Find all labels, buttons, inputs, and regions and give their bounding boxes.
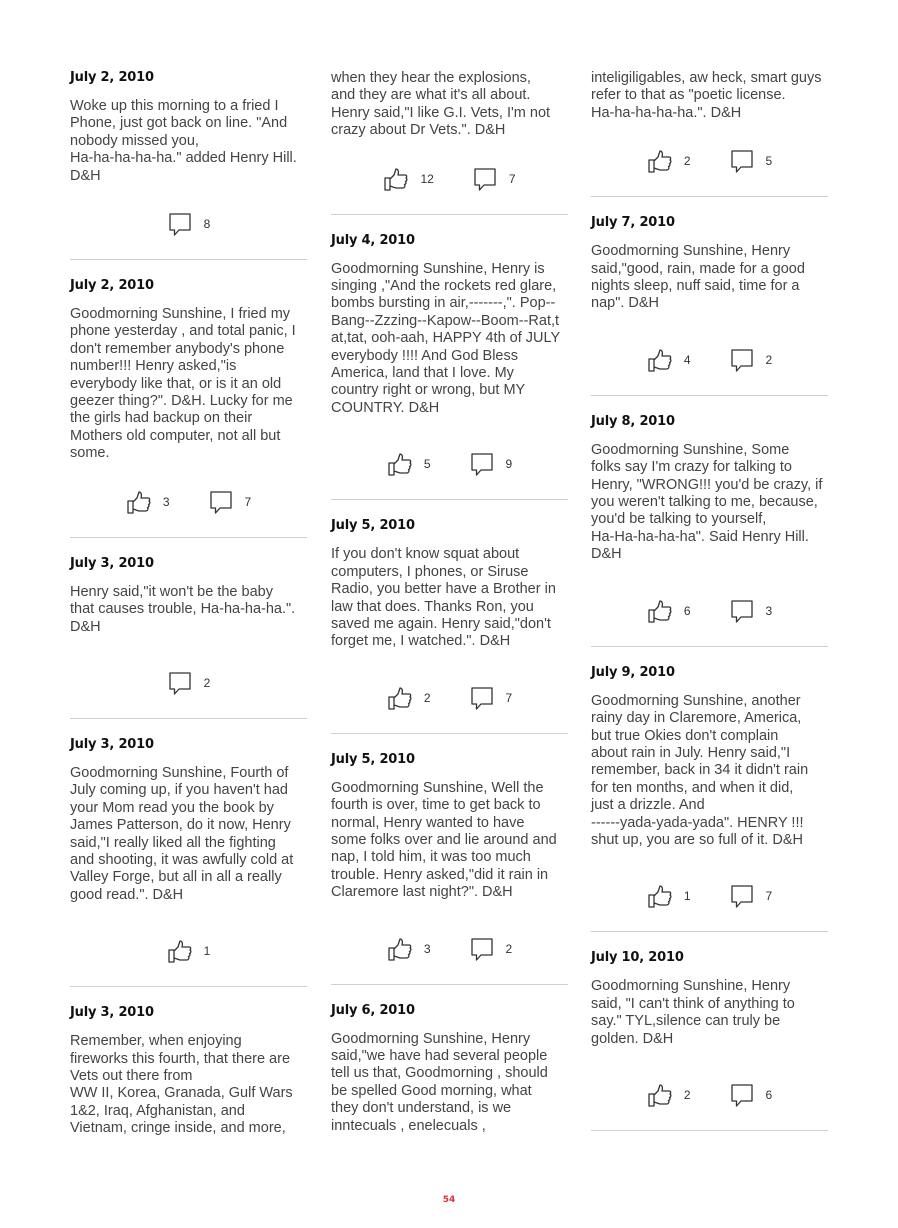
like-count-value: 6 [683, 603, 691, 618]
comment-bubble-icon [167, 670, 193, 696]
post-stats [70, 185, 307, 259]
thumbs-up-icon [647, 1082, 673, 1108]
comment-count[interactable] [167, 211, 211, 237]
column-2 [331, 70, 568, 1135]
post-stats [591, 849, 828, 931]
comment-count-value: 2 [765, 352, 773, 367]
thumbs-up-icon [647, 148, 673, 174]
thumbs-up-icon [387, 936, 413, 962]
post-date: July 3, 2010 [70, 555, 154, 571]
post-date: July 4, 2010 [331, 232, 415, 248]
comment-count-value: 8 [203, 217, 211, 232]
like-count-value: 1 [203, 944, 211, 959]
comment-count-value: 7 [508, 171, 516, 186]
post [331, 985, 568, 1135]
thumbs-up-icon [647, 598, 673, 624]
thumbs-up-icon [387, 685, 413, 711]
like-count[interactable] [387, 451, 431, 477]
post-text: Henry said,"it won't be the baby that causes trouble, Ha-ha-ha-ha.". D&H [70, 583, 296, 635]
like-count-value: 2 [683, 154, 691, 169]
page-number: 54 [442, 1195, 456, 1205]
post-text: Goodmorning Sunshine, Well the fourth is over, time to get back to normal, Henry wanted to have some folks over and lie around and nap, I told him, it was too much trouble. Henry asked,"did it rain in Claremore last night?". D&H [331, 779, 557, 901]
post-stats [591, 1048, 828, 1130]
post-date: July 2, 2010 [70, 278, 154, 294]
comment-count[interactable] [729, 148, 773, 174]
comment-count[interactable] [472, 166, 516, 192]
comment-bubble-icon [469, 685, 495, 711]
post-date: July 9, 2010 [591, 664, 675, 680]
post-date: July 3, 2010 [70, 1005, 154, 1021]
thumbs-up-icon [167, 938, 193, 964]
post-stats [70, 463, 307, 537]
post [331, 734, 568, 985]
post-text: Goodmorning Sunshine, Henry said, "I can't think of anything to say." TYL,silence can truly be golden. D&H [591, 978, 795, 1047]
comment-bubble-icon [729, 148, 755, 174]
post [70, 538, 307, 719]
post-text: Goodmorning Sunshine, Fourth of July coming up, if you haven't had your Mom read you the book by James Patterson, do it now, Henry said,"I really liked all the fighting and shooting, it was awfully cold at Valley Forge, but all in all a really good read.". D&H [70, 764, 294, 903]
comment-count[interactable] [208, 489, 252, 515]
post [70, 987, 307, 1137]
post-date: July 6, 2010 [331, 1002, 415, 1018]
post-text: Goodmorning Sunshine, Henry said,"good, rain, made for a good nights sleep, nuff said, time for a nap". D&H [591, 243, 805, 312]
post-stats [331, 651, 568, 733]
thumbs-up-icon [647, 883, 673, 909]
like-count-value: 2 [423, 690, 431, 705]
like-count[interactable] [647, 347, 691, 373]
post-text: Goodmorning Sunshine, Henry is singing ,"And the rockets red glare, bombs bursting in air,-------,". Pop-- Bang--Zzzing--Kapow--Boom--Rat,t at,tat, ooh-aah, HAPPY 4th of JULY everybody !!!! And God Bless America, land that I love. My country right or wrong, but MY COUNTRY. D&H [331, 260, 561, 416]
comment-bubble-icon [469, 936, 495, 962]
comment-count[interactable] [729, 598, 773, 624]
post-text: when they hear the explosions, and they are what it's all about. Henry said,"I like G.I. Vets, I'm not crazy about Dr Vets.". D&H [331, 70, 551, 139]
comment-count-value: 9 [505, 457, 513, 472]
comment-bubble-icon [729, 598, 755, 624]
comment-count[interactable] [729, 347, 773, 373]
comment-count[interactable] [167, 670, 211, 696]
like-count-value: 5 [423, 457, 431, 472]
post-text: Goodmorning Sunshine, I fried my phone yesterday , and total panic, I don't remember anybody's phone number!!! Henry asked,"is everybody like that, or is it an old geezer thing?". D&H. Lucky for me the girls had backup on their Mothers old computer, not all but some. [70, 306, 296, 462]
like-count-value: 2 [683, 1087, 691, 1102]
thumbs-up-icon [383, 166, 409, 192]
comment-count-value: 3 [765, 603, 773, 618]
comment-count[interactable] [729, 1082, 773, 1108]
like-count-value: 3 [162, 494, 170, 509]
comment-bubble-icon [469, 451, 495, 477]
post-stats [70, 636, 307, 718]
comment-bubble-icon [167, 211, 193, 237]
post-text: Woke up this morning to a fried I Phone, just got back on line. "And nobody missed you, Ha-ha-ha-ha-ha." added Henry Hill. D&H [70, 98, 297, 184]
post [331, 70, 568, 215]
like-count[interactable] [647, 1082, 691, 1108]
like-count[interactable] [387, 685, 431, 711]
comment-bubble-icon [208, 489, 234, 515]
post [70, 70, 307, 260]
post-stats [331, 902, 568, 984]
post [591, 932, 828, 1131]
post-text: Goodmorning Sunshine, another rainy day in Claremore, America, but true Okies don't complain about rain in July. Henry said,"I remember, back in 34 it didn't rain for ten months, and when it did, just a drizzle. And ------yada-yada-yada". HENRY !!! shut up, you are so full of it. D&H [591, 692, 809, 848]
post [331, 500, 568, 733]
thumbs-up-icon [647, 347, 673, 373]
like-count[interactable] [126, 489, 170, 515]
post-stats [331, 140, 568, 214]
like-count-value: 12 [420, 171, 434, 186]
post-stats [591, 122, 828, 196]
post-text: inteligiligables, aw heck, smart guys refer to that as "poetic license. Ha-ha-ha-ha-ha.". D&H [591, 70, 822, 121]
post [591, 647, 828, 933]
post [591, 396, 828, 647]
post-stats [591, 313, 828, 395]
like-count[interactable] [383, 166, 433, 192]
comment-bubble-icon [729, 883, 755, 909]
comment-count-value: 5 [765, 154, 773, 169]
like-count[interactable] [167, 938, 211, 964]
post [591, 70, 828, 197]
comment-count[interactable] [469, 936, 513, 962]
post-date: July 10, 2010 [591, 950, 684, 966]
comment-count[interactable] [469, 685, 513, 711]
post-text: Goodmorning Sunshine, Some folks say I'm crazy for talking to Henry, "WRONG!!! you'd be crazy, if you weren't talking to me, because, you'd be talking to yourself, Ha-Ha-ha-ha-ha". Said Henry Hill. D&H [591, 441, 823, 563]
thumbs-up-icon [126, 489, 152, 515]
post [70, 719, 307, 987]
column-1 [70, 70, 307, 1138]
like-count[interactable] [387, 936, 431, 962]
post-text: Goodmorning Sunshine, Henry said,"we have had several people tell us that, Goodmorning , should be spelled Good morning, what they don't understand, is we inntecuals , enelecuals , [331, 1030, 548, 1134]
post-date: July 5, 2010 [331, 751, 415, 767]
like-count-value: 3 [423, 941, 431, 956]
comment-count-value: 6 [765, 1087, 773, 1102]
like-count-value: 4 [683, 352, 691, 367]
post-date: July 7, 2010 [591, 215, 675, 231]
post-date: July 3, 2010 [70, 736, 154, 752]
post [70, 260, 307, 538]
comment-bubble-icon [729, 1082, 755, 1108]
comment-count-value: 7 [244, 494, 252, 509]
like-count[interactable] [647, 883, 691, 909]
post-date: July 2, 2010 [70, 70, 154, 85]
comment-bubble-icon [729, 347, 755, 373]
like-count[interactable] [647, 598, 691, 624]
comment-count[interactable] [469, 451, 513, 477]
post-text: Remember, when enjoying fireworks this fourth, that there are Vets out there from WW II, Korea, Granada, Gulf Wars 1&2, Iraq, Afghanistan, and Vietnam, cringe inside, and more, [70, 1033, 293, 1137]
comment-count-value: 7 [765, 889, 773, 904]
post-date: July 8, 2010 [591, 413, 675, 429]
like-count[interactable] [647, 148, 691, 174]
like-count-value: 1 [683, 889, 691, 904]
thumbs-up-icon [387, 451, 413, 477]
comment-bubble-icon [472, 166, 498, 192]
comment-count-value: 7 [505, 690, 513, 705]
comment-count[interactable] [729, 883, 773, 909]
post [591, 197, 828, 396]
post-date: July 5, 2010 [331, 518, 415, 534]
comment-count-value: 2 [505, 941, 513, 956]
column-3 [591, 70, 828, 1131]
post-text: If you don't know squat about computers, I phones, or Siruse Radio, you better have a Brother in law that does. Thanks Ron, you saved me again. Henry said,"don't forget me, I watched.". D&H [331, 546, 556, 650]
comment-count-value: 2 [203, 675, 211, 690]
post-stats [70, 904, 307, 986]
post-stats [591, 564, 828, 646]
post-stats [331, 417, 568, 499]
post [331, 215, 568, 501]
